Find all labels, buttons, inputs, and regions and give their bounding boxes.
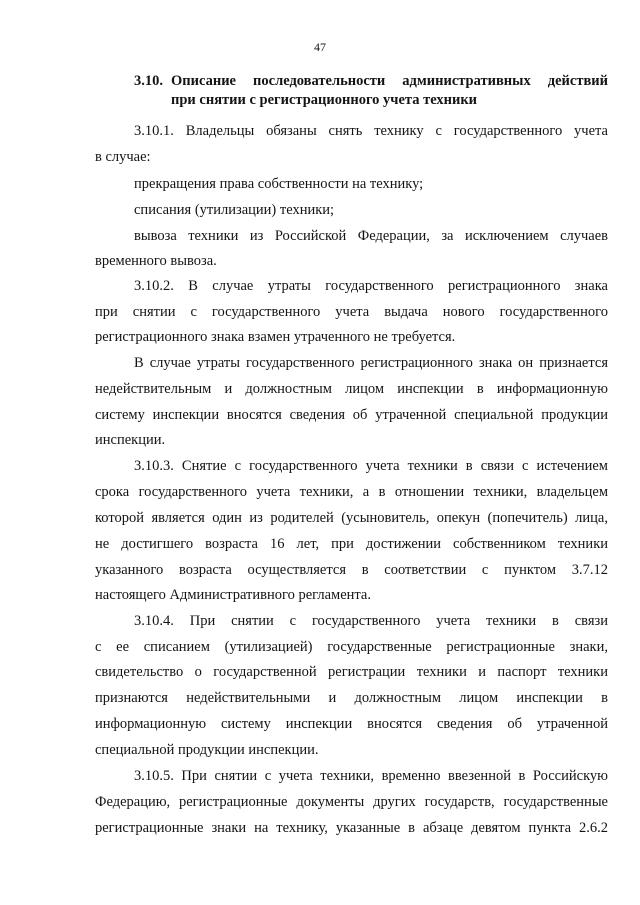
text-line: специальной продукции инспекции. [95, 742, 319, 758]
text-line: которой является один из родителей (усыновитель, опекун (попечитель) лица, [95, 510, 608, 526]
text-line: 3.10.1. Владельцы обязаны снять технику с государственного учета [134, 123, 608, 139]
text-line: Федерацию, регистрационные документы других государств, государственные [95, 794, 608, 810]
text-line: 3.10.5. При снятии с учета техники, временно ввезенной в Российскую [134, 768, 608, 784]
text-line: признаются недействительными и должностным лицом инспекции в [95, 690, 608, 706]
text-line: указанного возраста осуществляется в соответствии с пунктом 3.7.12 [95, 562, 608, 578]
text-line: информационную систему инспекции вносятся сведения об утраченной [95, 716, 608, 732]
text-line: свидетельство о государственной регистрации техники и паспорт техники [95, 664, 608, 680]
text-line: в случае: [95, 149, 151, 165]
section-number: 3.10. [134, 73, 163, 89]
text-line: списания (утилизации) техники; [134, 202, 335, 218]
text-line: систему инспекции вносятся сведения об утраченной специальной продукции [95, 407, 608, 423]
text-line: регистрационные знаки на технику, указанные в абзаце девятом пункта 2.6.2 [95, 820, 608, 836]
text-line: настоящего Административного регламента. [95, 587, 371, 603]
text-line: 3.10.2. В случае утраты государственного регистрационного знака [134, 278, 608, 294]
text-line: прекращения права собственности на технику; [134, 176, 424, 192]
text-line: регистрационного знака взамен утраченного не требуется. [95, 329, 456, 345]
section-title-line-2: при снятии с регистрационного учета техники [171, 92, 478, 108]
text-line: не достигшего возраста 16 лет, при достижении собственником техники [95, 536, 608, 552]
text-line: инспекции. [95, 432, 166, 448]
text-line: временного вывоза. [95, 253, 217, 269]
text-line: при снятии с государственного учета выдача нового государственного [95, 304, 608, 320]
text-line: недействительным и должностным лицом инспекции в информационную [95, 381, 608, 397]
text-line: 3.10.4. При снятии с государственного учета техники в связи [134, 613, 608, 629]
text-line: В случае утраты государственного регистрационного знака он признается [134, 355, 608, 371]
text-line: вывоза техники из Российской Федерации, за исключением случаев [134, 228, 608, 244]
text-line: 3.10.3. Снятие с государственного учета техники в связи с истечением [134, 458, 608, 474]
section-title-line-1: Описание последовательности административных действий [171, 73, 608, 89]
text-line: с ее списанием (утилизацией) государственные регистрационные знаки, [95, 639, 608, 655]
text-line: срока государственного учета техники, а в отношении техники, владельцем [95, 484, 608, 500]
page-number: 47 [314, 40, 326, 54]
